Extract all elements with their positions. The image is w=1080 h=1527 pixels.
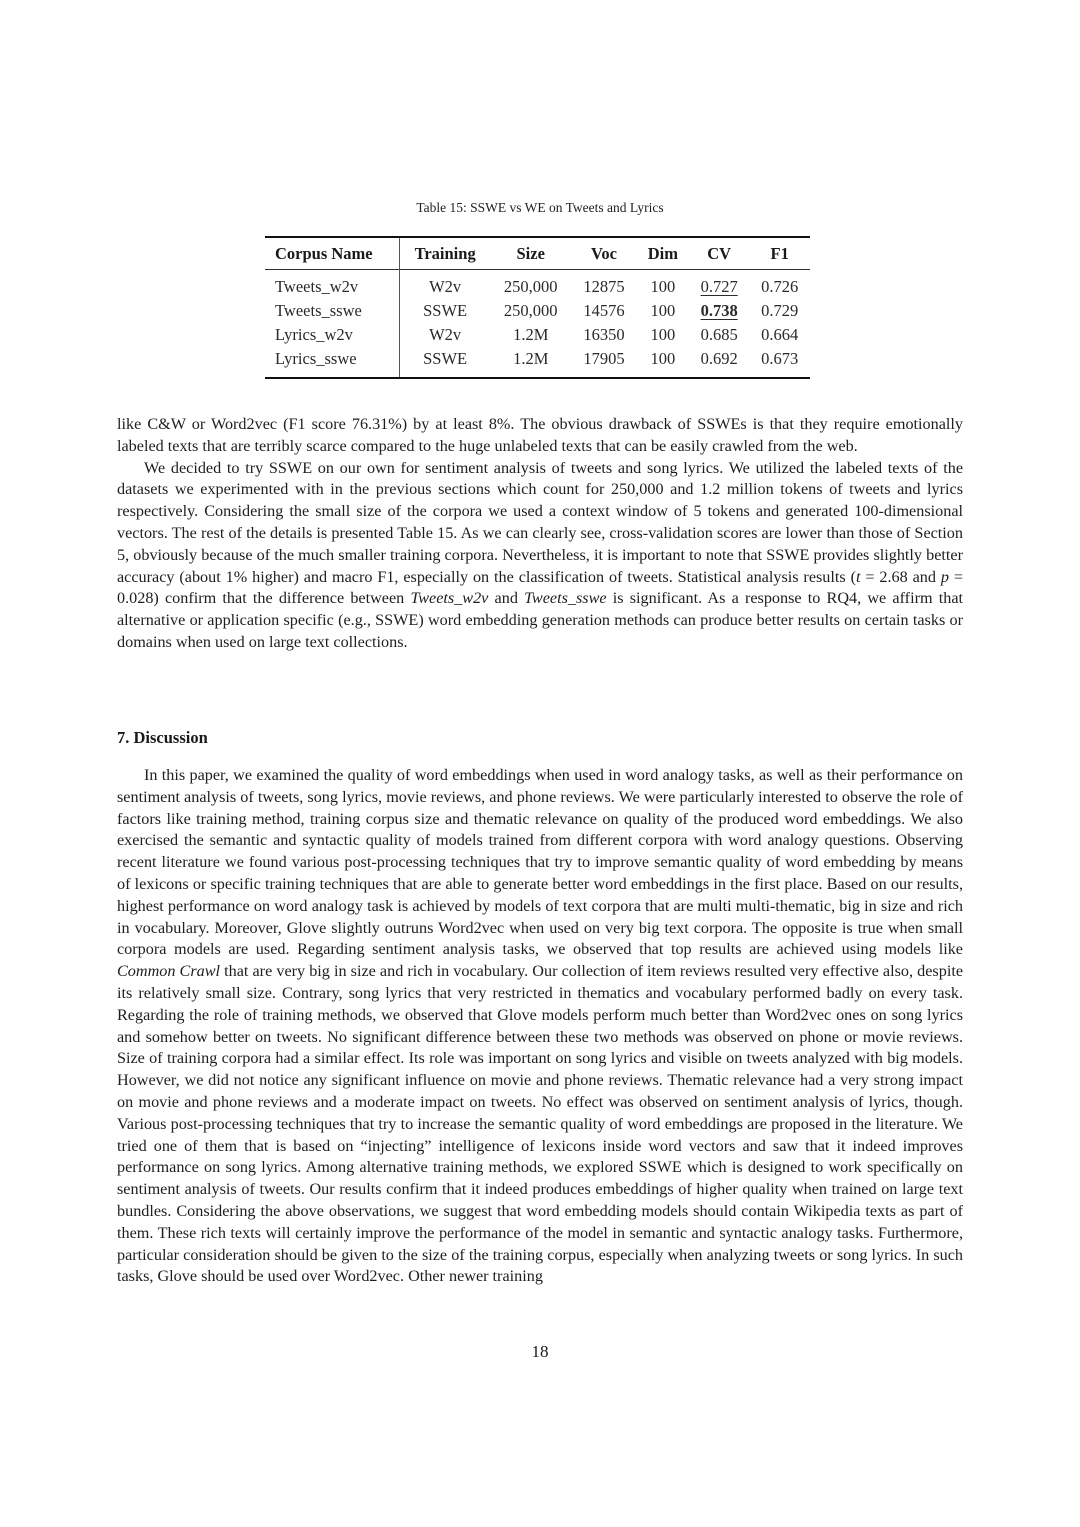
cell-cv: 0.692: [700, 349, 738, 368]
model-name-tweets-sswe: Tweets_sswe: [524, 589, 607, 608]
cell-corpus: Tweets_w2v: [265, 270, 400, 300]
paragraph-sswe-drawback: like C&W or Word2vec (F1 score 76.31%) by at least 8%. The obvious drawback of SSWEs is that they require emotionally labeled texts that are terribly scarce compared to the huge unlabeled texts that can be easily crawled from the web.: [117, 415, 963, 455]
cell-training: SSWE: [423, 301, 468, 320]
paragraph-sswe-experiment: We decided to try SSWE on our own for sentiment analysis of tweets and song lyrics. We utilized the labeled texts of the datasets we experimented with in the previous sections which count for 250,000 and 1.2 million tokens of tweets and lyrics respectively. Considering the small size of the corpora we used a context window of 5 tokens and generated 100-dimensional vectors. The rest of the details is presented Table 15. As we can clearly see, cross-validation scores are lower than those of Section 5, obviously because of the much smaller training corpora. Nevertheless, it is important to note that SSWE provides slightly better accuracy (about 1% higher) and macro F1, especially on the classification of tweets. Statistical analysis results (t = 2.68 and p = 0.028) confirm that the difference between Tweets_w2v and Tweets_sswe is significant. As a response to RQ4, we affirm that alternative or application specific (e.g., SSWE) word embedding generation methods can produce better results on certain tasks or domains when used on large text collections.: [117, 458, 964, 651]
table-row: [265, 270, 810, 300]
cell-cv-best: 0.738: [700, 301, 738, 320]
cell-corpus: Lyrics_w2v: [265, 323, 400, 347]
table-row: [265, 323, 810, 347]
table-row: [265, 347, 810, 378]
cell-dim: 100: [650, 277, 676, 296]
table-row: [265, 299, 810, 323]
cell-size: 250,000: [503, 277, 558, 296]
cell-voc: 12875: [583, 277, 625, 296]
cell-training: SSWE: [423, 349, 468, 368]
cell-f1: 0.664: [761, 325, 799, 344]
cell-f1: 0.673: [761, 349, 799, 368]
table-header-row: [265, 237, 810, 270]
col-f1: F1: [770, 243, 789, 263]
cell-voc: 16350: [583, 325, 625, 344]
table-caption: Table 15: SSWE vs WE on Tweets and Lyrics: [416, 200, 664, 215]
section-heading-discussion: 7. Discussion: [117, 728, 208, 747]
col-corpus-name: Corpus Name: [265, 237, 400, 270]
cell-cv: 0.727: [700, 277, 738, 296]
section-6-text: [117, 414, 963, 654]
cell-corpus: Tweets_sswe: [265, 299, 400, 323]
cell-dim: 100: [650, 349, 676, 368]
cell-corpus: Lyrics_sswe: [265, 347, 400, 378]
cell-voc: 14576: [583, 301, 625, 320]
cell-dim: 100: [650, 301, 676, 320]
col-cv: CV: [707, 243, 732, 263]
col-size: Size: [516, 243, 545, 263]
cell-dim: 100: [650, 325, 676, 344]
cell-size: 1.2M: [513, 325, 549, 344]
cell-size: 1.2M: [513, 349, 549, 368]
cell-f1: 0.729: [761, 301, 799, 320]
cell-training: W2v: [429, 277, 462, 296]
model-name-common-crawl: Common Crawl: [117, 962, 221, 981]
cell-training: W2v: [429, 325, 462, 344]
discussion-text: [117, 765, 963, 1288]
col-dim: Dim: [647, 243, 678, 263]
col-training: Training: [414, 243, 476, 263]
results-table-container: [265, 236, 810, 379]
paragraph-discussion: In this paper, we examined the quality of word embeddings when used in word analogy tasks, as well as their performance on sentiment analysis of tweets, song lyrics, movie reviews, and phone reviews. We were particularly interested to observe the role of factors like training method, training corpus size and thematic relevance on quality of the produced word embeddings. We also exercised the semantic and syntactic quality of models trained from different corpora with word analogy questions. Observing recent literature we found various post-processing techniques that try to improve semantic quality of word embedding by means of lexicons or specific training techniques that are able to generate better word embeddings in the first place. Based on our results, highest performance on word analogy task is achieved by models of text corpora that are multi multi-thematic, big in size and rich in vocabulary. Moreover, Glove slightly outruns Word2vec when used on very big text corpora. The opposite is true when small corpora models are used. Regarding sentiment analysis tasks, we observed that top results are achieved using models like Common Crawl that are very big in size and rich in vocabulary. Our collection of item reviews resulted very effective also, despite its relatively small size. Contrary, song lyrics that very restricted in thematics and vocabulary performed badly on every task. Regarding the role of training methods, we observed that Glove models perform much better than Word2vec ones on song lyrics and somehow better on tweets. No significant difference between these two methods was observed on phone or movie reviews. Size of training corpora had a similar effect. Its role was important on song lyrics and visible on tweets analyzed with big models. However, we did not notice any significant influence on movie and phone reviews. Thematic relevance had a very strong impact on movie and phone reviews and a moderate impact on tweets. No effect was observed on sentiment analysis of lyrics, though. Various post-processing techniques that try to increase the semantic quality of word embeddings are proposed in the literature. We tried one of them that is based on “injecting” intelligence of lexicons inside word vectors and saw that it indeed improves performance on song lyrics. Among alternative training methods, we explored SSWE which is designed to work specifically on sentiment analysis of tweets. Our results confirm that it indeed produces embeddings of higher quality when trained on large text bundles. Considering the above observations, we suggest that word embedding models should contain Wikipedia texts as part of them. These rich texts will certainly improve the performance of the model in semantic and syntactic analogy tasks. Furthermore, particular consideration should be given to the size of the training corpus, especially when analyzing tweets or song lyrics. In such tasks, Glove should be used over Word2vec. Other newer training: [117, 766, 963, 1286]
col-voc: Voc: [590, 243, 617, 263]
cell-voc: 17905: [583, 349, 625, 368]
page-number: 18: [531, 1342, 549, 1361]
sswe-vs-we-table: [265, 236, 810, 379]
cell-cv: 0.685: [700, 325, 738, 344]
cell-size: 250,000: [503, 301, 558, 320]
model-name-tweets-w2v: Tweets_w2v: [410, 589, 489, 608]
cell-f1: 0.726: [761, 277, 799, 296]
